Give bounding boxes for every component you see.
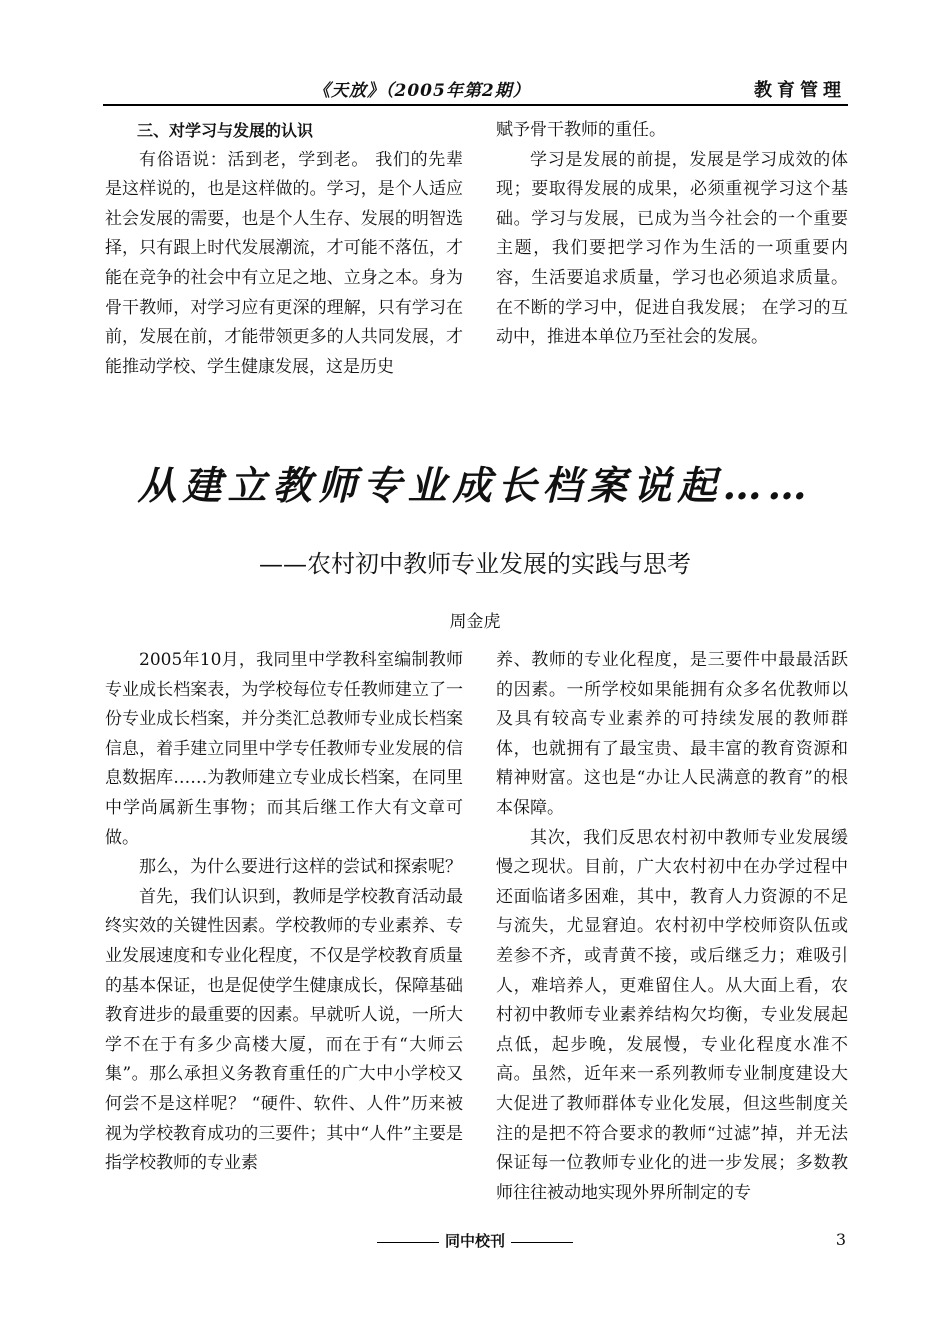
top-left-column [105,116,463,382]
running-header [103,74,848,106]
paragraph: 有俗语说：活到老，学到老。 我们的先辈是这样说的，也是这样做的。学习，是个人适应社会发展的需要，也是个人生存、发展的明智选择，只有跟上时代发展潮流，才可能不落伍，才能在竞争的社会中有立足之地、立身之本。身为骨干教师，对学习应有更深的理解，只有学习在前，发展在前，才能带领更多的人共同发展，才能推动学校、学生健康发展，这是历史 [105,149,463,377]
paragraph: 那么，为什么要进行这样的尝试和探索呢？ [139,857,462,878]
bottom-left-column [105,646,463,1179]
footer-label: 同中校刊 [444,1232,505,1250]
paragraph: 其次，我们反思农村初中教师专业发展缓慢之现状。目前，广大农村初中在办学过程中还面临诸多困难，其中，教育人力资源的不足与流失，尤显窘迫。农村初中学校师资队伍或差参不齐，或青黄不接，或后继乏力；难吸引人，难培养人，更难留住人。从大面上看，农村初中教师专业素养结构欠均衡，专业发展起点低，起步晚，发展慢，专业化程度水准不高。虽然，近年来一系列教师专业制度建设大大促进了教师群体专业化发展，但这些制度关注的是把不符合要求的教师“过滤”掉，并无法保证每一位教师专业化的进一步发展；多数教师往往被动地实现外界所制定的专 [496,827,848,1203]
article-subtitle: ——农村初中教师专业发展的实践与思考 [259,550,691,578]
paragraph: 学习是发展的前提，发展是学习成效的体现；要取得发展的成果，必须重视学习这个基础。学习与发展，已成为当今社会的一个重要 主题，我们要把学习作为生活的一项重要内容，生活要追求质量，学习也必须追求质量。在不断的学习中，促进自我发展； 在学习的互动中，推进本单位乃至社会的发展。 [496,149,848,348]
section-name: 教育管理 [754,80,846,101]
top-right-column [496,116,848,353]
paragraph-continuation: 养、教师的专业化程度，是三要件中最最活跃的因素。一所学校如果能拥有众多名优教师以及具有较高专业素养的可持续发展的教师群体，也就拥有了最宝贵、最丰富的教育资源和精神财富。这也是“办让人民满意的教育”的根本保障。 [496,650,848,818]
page-number: 3 [835,1230,846,1249]
article-title: 从建立教师专业成长档案说起…… [137,463,813,509]
section-heading: 三、对学习与发展的认识 [137,121,314,140]
article-author: 周金虎 [449,612,501,632]
footer-rule-right [511,1242,573,1243]
paragraph: 首先，我们认识到，教师是学校教育活动最终实效的关键性因素。学校教师的专业素养、专业发展速度和专业化程度，不仅是学校教育质量的基本保证，也是促使学生健康成长，保障基础教育进步的最重要的因素。早就听人说，一所大学不在于有多少高楼大厦，而在于有“大师云集”。那么承担义务教育重任的广大中小学校又何尝不是这样呢？ “硬件、软件、人件”历来被视为学校教育成功的三要件；其中“人件”主要是指学校教师的专业素 [105,886,463,1174]
footer [0,1230,950,1251]
bottom-right-column [496,646,848,1208]
journal-title: 《天放》（2005年第2期） [313,81,531,101]
paragraph-continuation: 赋予骨干教师的重任。 [496,120,666,140]
footer-rule-left [377,1242,439,1243]
paragraph: 2005年10月，我同里中学教科室编制教师专业成长档案表，为学校每位专任教师建立了一份专业成长档案，并分类汇总教师专业成长档案信息，着手建立同里中学专任教师专业发展的信息数据库……为教师建立专业成长档案，在同里中学尚属新生事物；而其后继工作大有文章可做。 [105,650,463,848]
